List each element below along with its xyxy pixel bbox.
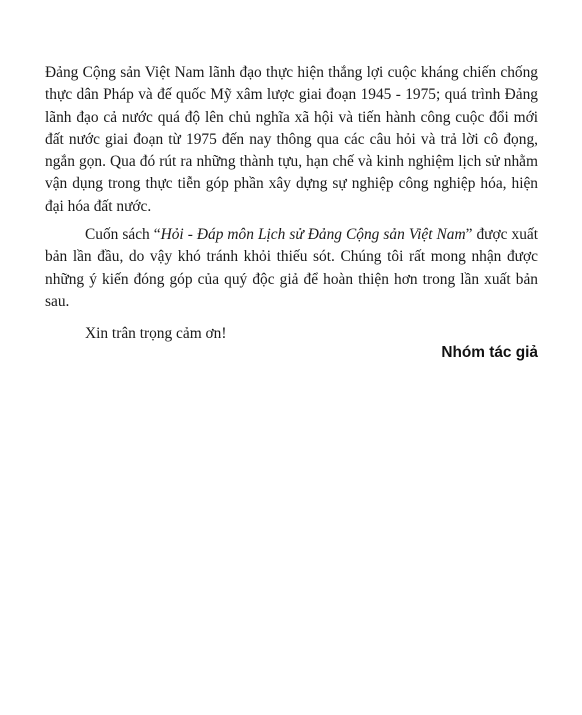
- closing-line: Xin trân trọng cảm ơn!: [85, 325, 227, 343]
- author-signature: Nhóm tác giả: [441, 344, 538, 361]
- paragraph-intro-continued: Đảng Cộng sản Việt Nam lãnh đạo thực hiện thắng lợi cuộc kháng chiến chống thực dân Pháp và đế quốc Mỹ xâm lược giai đoạn 1945 - 1975; quá trình Đảng lãnh đạo cả nước quá độ lên chủ nghĩa xã hội và tiến hành công cuộc đổi mới đất nước giai đoạn từ 1975 đến nay thông qua các câu hỏi và trả lời cô đọng, ngắn gọn. Qua đó rút ra những thành tựu, hạn chế và kinh nghiệm lịch sử nhằm vận dụng trong thực tiễn góp phần xây dựng sự nghiệp công nghiệp hóa, hiện đại hóa đất nước.: [45, 64, 538, 215]
- book-title: Hỏi - Đáp môn Lịch sử Đảng Cộng sản Việt Nam: [160, 226, 466, 244]
- book-note-prefix: Cuốn sách “: [85, 226, 161, 244]
- paragraph-book-note: [45, 224, 538, 313]
- book-note-suffix: ” được xuất bản lần đầu, do vậy khó tránh khỏi thiếu sót. Chúng tôi rất mong nhận được những ý kiến đóng góp của quý độc giả để hoàn thiện hơn trong lần xuất bản sau.: [45, 226, 539, 310]
- document-body: [45, 62, 538, 346]
